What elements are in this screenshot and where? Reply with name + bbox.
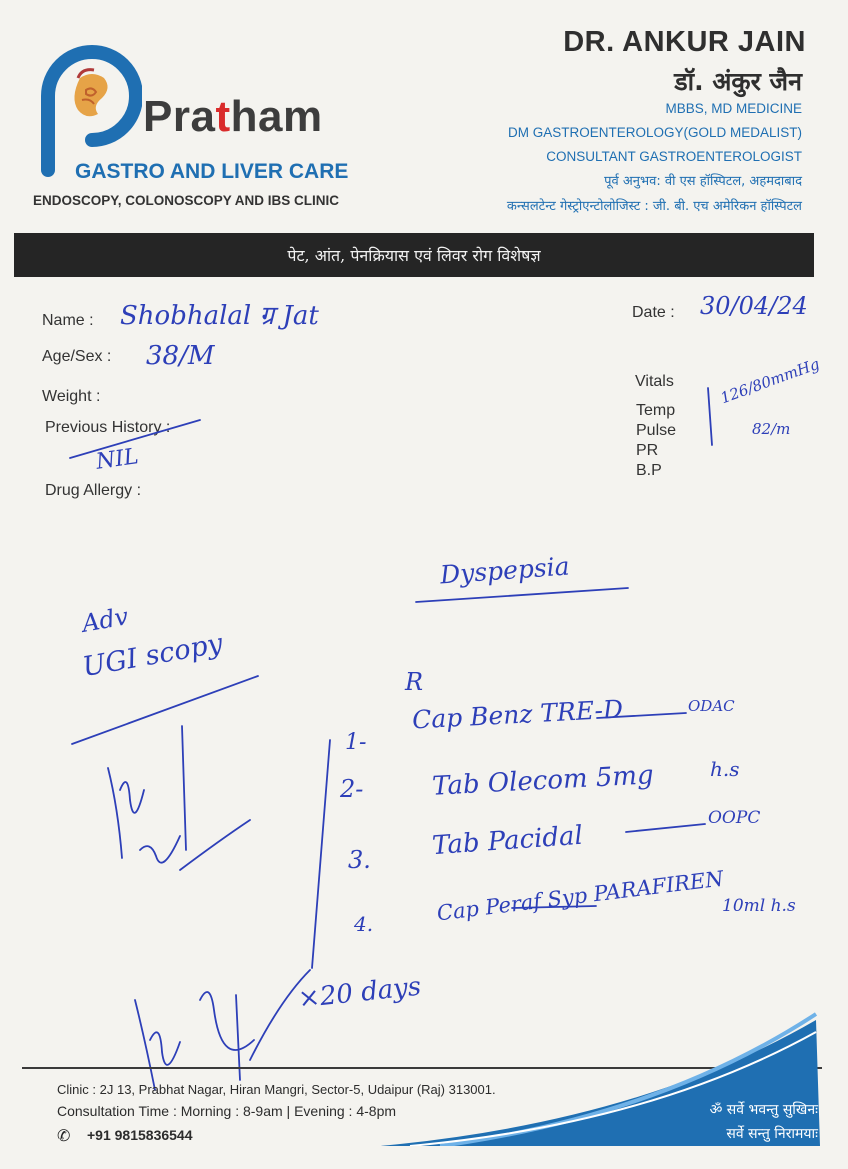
age-sex-value: 38/M — [146, 341, 215, 371]
experience-1: पूर्व अनुभव: वी एस हॉस्पिटल, अहमदाबाद — [604, 174, 802, 189]
rx-2-dose: h.s — [710, 757, 740, 781]
blessing-line-1: ॐ सर्वे भवन्तु सुखिनः — [709, 1102, 818, 1118]
rx-1-number: 1- — [345, 730, 367, 755]
rx-1-dose: ODAC — [688, 697, 735, 715]
rx-2-number: 2- — [340, 775, 364, 803]
drug-allergy-label: Drug Allergy : — [45, 482, 142, 499]
advice-line-1: Adv — [79, 602, 131, 638]
history-underline — [70, 420, 200, 458]
age-sex-label: Age/Sex : — [42, 348, 112, 365]
rx-3-dose: OOPC — [708, 808, 761, 828]
vitals-bracket — [708, 388, 712, 445]
rx-2-text: Tab Olecom 5mg — [431, 760, 655, 802]
rx-1-dash — [597, 713, 686, 718]
rx-4-dose: 10ml h.s — [722, 896, 796, 916]
advice-line-2: UGI scopy — [80, 627, 225, 684]
signature-1 — [108, 726, 250, 870]
pr-value: 82/m — [752, 420, 791, 438]
weight-label: Weight : — [42, 388, 101, 405]
rx-bracket-line — [312, 740, 330, 968]
signature-2 — [135, 970, 310, 1090]
rx-1-text: Cap Benz TRE-D — [411, 694, 624, 735]
specialty-banner-text: पेट, आंत, पेनक्रियास एवं लिवर रोग विशेषज्ञ — [287, 246, 541, 265]
rx-3-text: Tab Pacidal — [431, 820, 584, 862]
vitals-title: Vitals — [635, 373, 674, 390]
qualification-3: CONSULTANT GASTROENTEROLOGIST — [546, 149, 802, 164]
rx-symbol: R — [405, 668, 424, 696]
rx-4-number: 4. — [354, 912, 374, 936]
logo-tagline: GASTRO AND LIVER CARE — [75, 160, 349, 183]
qualification-1: MBBS, MD MEDICINE — [665, 101, 802, 116]
rx-3-dash — [626, 824, 705, 832]
pulse-label: Pulse — [636, 422, 677, 439]
blessing-line-2: सर्वे सन्तु निरामयाः — [726, 1126, 818, 1142]
clinic-address: Clinic : 2J 13, Prabhat Nagar, Hiran Mangri, Sector-5, Udaipur (Raj) 313001. — [57, 1082, 496, 1097]
patient-name: Shobhalal ग्र Jat — [120, 301, 319, 331]
rx-3-number: 3. — [348, 846, 371, 874]
bp-value: 126/80mmHg — [718, 354, 822, 408]
pr-label: PR — [636, 442, 659, 459]
experience-2: कन्सलटेन्ट गेस्ट्रोएन्टोलोजिस्ट : जी. बी. एच अमेरिकन हॉस्पिटल — [506, 199, 802, 214]
previous-history-value: NIL — [94, 444, 141, 475]
qualification-2: DM GASTROENTEROLOGY(GOLD MEDALIST) — [507, 125, 802, 140]
temp-label: Temp — [636, 402, 676, 419]
date-value: 30/04/24 — [700, 292, 808, 320]
diagnosis: Dyspepsia — [439, 551, 571, 590]
phone-icon: ✆ — [57, 1128, 71, 1145]
advice-underline — [72, 676, 258, 744]
date-label: Date : — [632, 304, 675, 321]
clinic-phone[interactable]: +91 9815836544 — [87, 1127, 193, 1143]
doctor-name-hindi: डॉ. अंकुर जैन — [674, 67, 802, 96]
clinic-services: ENDOSCOPY, COLONOSCOPY AND IBS CLINIC — [33, 193, 340, 208]
rx-4-text: Cap Peraf Syp PARAFIREN — [435, 866, 725, 926]
bp-label: B.P — [636, 462, 662, 479]
rx-4-strike — [512, 906, 596, 908]
name-label: Name : — [42, 312, 94, 329]
duration: ×20 days — [296, 971, 423, 1015]
consultation-time: Consultation Time : Morning : 8-9am | Evening : 4-8pm — [57, 1103, 397, 1119]
doctor-name: DR. ANKUR JAIN — [563, 26, 806, 58]
diagnosis-underline — [416, 588, 628, 602]
previous-history-label: Previous History : — [45, 419, 171, 436]
logo-wordmark: Pratham — [143, 92, 323, 141]
